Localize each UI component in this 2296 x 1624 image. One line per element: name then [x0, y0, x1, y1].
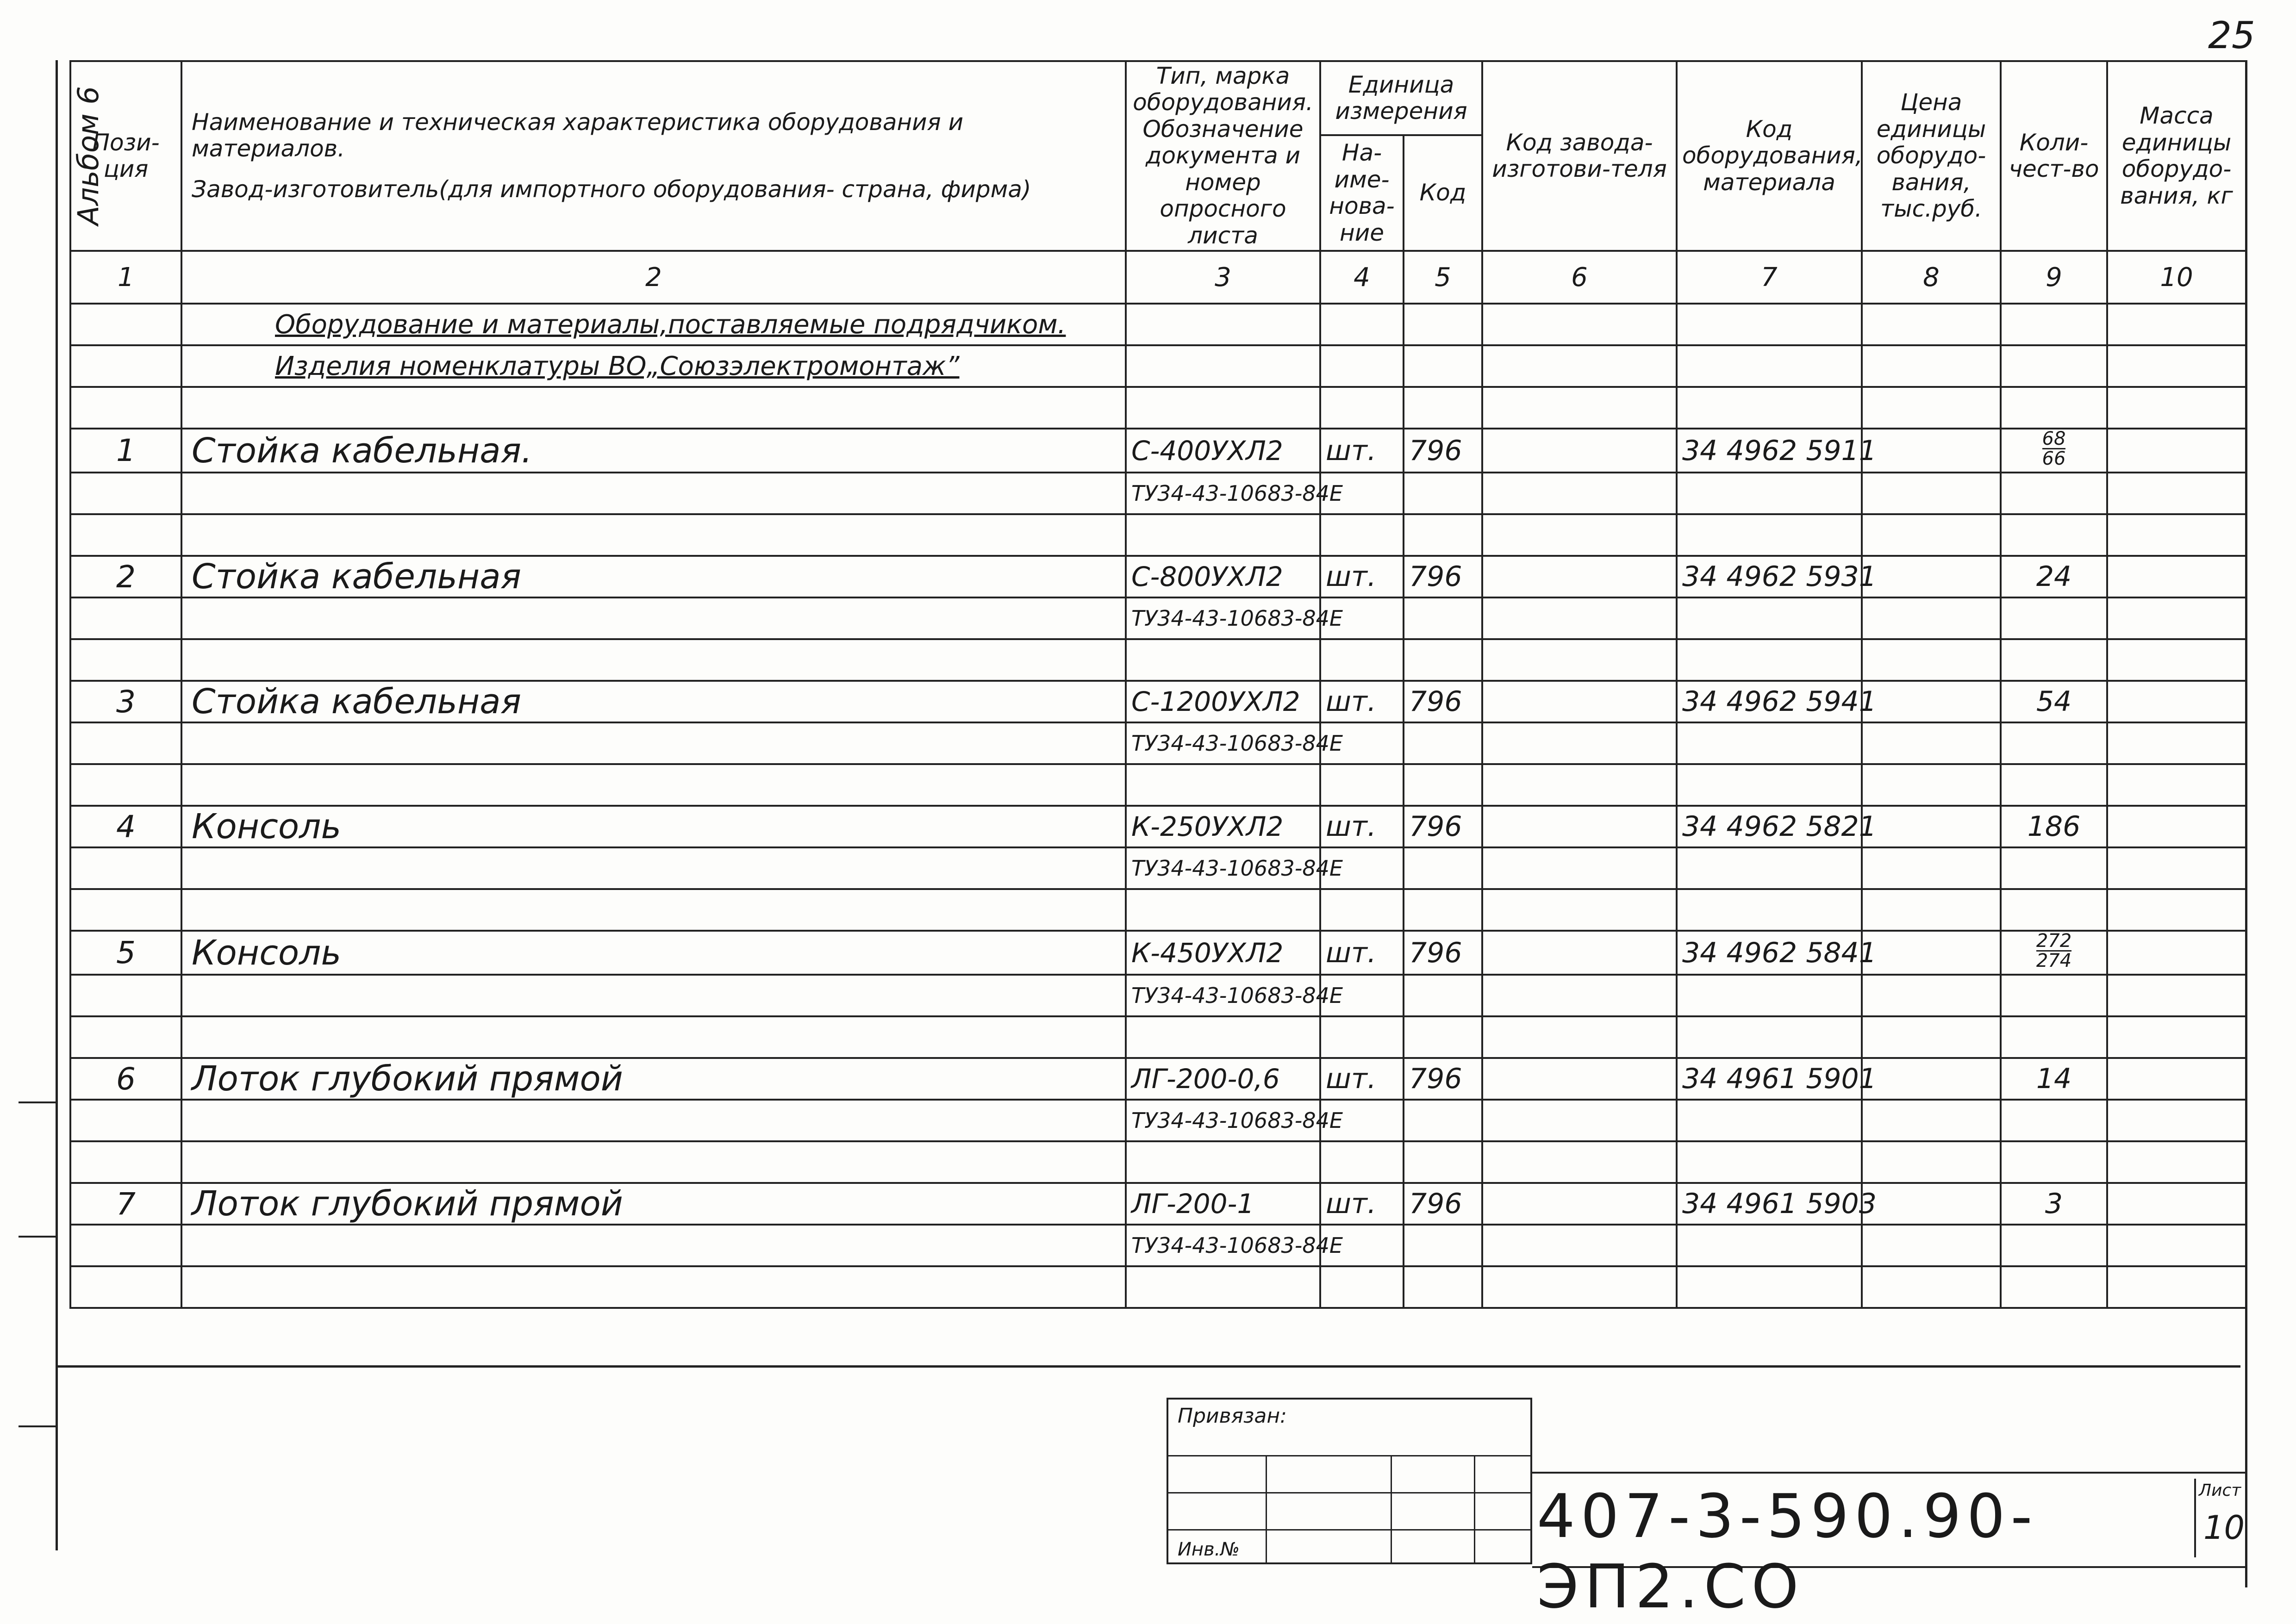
linked-label: Привязан: — [1178, 1404, 1287, 1428]
quantity-cell: 14 — [2001, 1058, 2107, 1100]
equipment-code-cell: 34 4962 5911 — [1677, 429, 1862, 473]
unit-name-cell: шт. — [1320, 429, 1404, 473]
column-number: 9 — [2001, 251, 2107, 304]
equipment-code-cell: 34 4962 5841 — [1677, 931, 1862, 975]
type-cell: С-400УХЛ2 — [1126, 429, 1320, 473]
table-row — [70, 639, 2246, 681]
column-number: 4 — [1320, 251, 1404, 304]
header-maker-code: Код завода-изготови-теля — [1482, 61, 1677, 251]
table-row — [70, 1141, 2246, 1183]
margin-tick — [19, 1425, 56, 1427]
frame-bottom-line — [56, 1365, 2240, 1368]
column-number-row — [70, 251, 2246, 304]
unit-code-cell: 796 — [1404, 1058, 1482, 1100]
price-cell — [1862, 429, 2001, 473]
header-unit-name: На-име-нова-ние — [1320, 135, 1404, 251]
doc-cell: ТУ34-43-10683-84Е — [1126, 1100, 1320, 1141]
table-row — [70, 1183, 2246, 1225]
doc-cell: ТУ34-43-10683-84Е — [1126, 1225, 1320, 1266]
quantity-cell: 186 — [2001, 806, 2107, 847]
header-quantity: Коли-чест-во — [2001, 61, 2107, 251]
unit-name-cell: шт. — [1320, 1183, 1404, 1225]
table-row — [70, 889, 2246, 931]
column-number: 8 — [1862, 251, 2001, 304]
margin-tick — [19, 1236, 56, 1238]
table-row — [70, 681, 2246, 722]
mass-cell — [2107, 556, 2246, 597]
mass-cell — [2107, 1183, 2246, 1225]
unit-code-cell: 796 — [1404, 681, 1482, 722]
unit-name-cell: шт. — [1320, 556, 1404, 597]
unit-code-cell: 796 — [1404, 931, 1482, 975]
mass-cell — [2107, 1058, 2246, 1100]
maker-code-cell — [1482, 681, 1677, 722]
type-cell: К-450УХЛ2 — [1126, 931, 1320, 975]
position-cell: 5 — [70, 931, 181, 975]
type-cell: ЛГ-200-1 — [1126, 1183, 1320, 1225]
table-row — [70, 1266, 2246, 1308]
unit-name-cell: шт. — [1320, 1058, 1404, 1100]
header-equipment-code: Код оборудования, материала — [1677, 61, 1862, 251]
position-cell: 7 — [70, 1183, 181, 1225]
column-number: 5 — [1404, 251, 1482, 304]
header-unit-code: Код — [1404, 135, 1482, 251]
table-row — [70, 764, 2246, 806]
equipment-code-cell: 34 4962 5931 — [1677, 556, 1862, 597]
section-title-line2: Изделия номенклатуры ВО„Союзэлектромонтаж” — [181, 345, 1126, 387]
price-cell — [1862, 1058, 2001, 1100]
document-number: 407-3-590.90-ЭП2.СО — [1537, 1481, 2038, 1622]
sheet-label: Лист — [2199, 1481, 2241, 1500]
price-cell — [1862, 556, 2001, 597]
table-row — [70, 1225, 2246, 1266]
doc-cell: ТУ34-43-10683-84Е — [1126, 847, 1320, 889]
name-cell: Консоль — [181, 806, 1126, 847]
unit-name-cell: шт. — [1320, 681, 1404, 722]
position-cell: 6 — [70, 1058, 181, 1100]
unit-code-cell: 796 — [1404, 556, 1482, 597]
table-row — [70, 514, 2246, 556]
maker-code-cell — [1482, 429, 1677, 473]
mass-cell — [2107, 931, 2246, 975]
table-row — [70, 931, 2246, 975]
name-cell: Лоток глубокий прямой — [181, 1183, 1126, 1225]
column-number: 2 — [181, 251, 1126, 304]
type-cell: С-1200УХЛ2 — [1126, 681, 1320, 722]
name-cell: Стойка кабельная — [181, 556, 1126, 597]
unit-name-cell: шт. — [1320, 931, 1404, 975]
mass-cell — [2107, 429, 2246, 473]
doc-cell: ТУ34-43-10683-84Е — [1126, 597, 1320, 639]
column-number: 6 — [1482, 251, 1677, 304]
section-title-line1: Оборудование и материалы,поставляемые подрядчиком. — [181, 304, 1126, 345]
price-cell — [1862, 931, 2001, 975]
maker-code-cell — [1482, 931, 1677, 975]
position-cell: 4 — [70, 806, 181, 847]
table-row — [70, 556, 2246, 597]
quantity-cell: 3 — [2001, 1183, 2107, 1225]
header-mass: Масса единицы оборудо-вания, кг — [2107, 61, 2246, 251]
table-row — [70, 975, 2246, 1016]
position-cell: 3 — [70, 681, 181, 722]
type-cell: С-800УХЛ2 — [1126, 556, 1320, 597]
sheet-number: 10 — [2203, 1509, 2245, 1547]
table-row — [70, 722, 2246, 764]
section-row — [70, 345, 2246, 387]
price-cell — [1862, 1183, 2001, 1225]
column-number: 10 — [2107, 251, 2246, 304]
table-row — [70, 1058, 2246, 1100]
doc-cell: ТУ34-43-10683-84Е — [1126, 975, 1320, 1016]
price-cell — [1862, 806, 2001, 847]
header-price: Цена единицы оборудо-вания, тыс.руб. — [1862, 61, 2001, 251]
unit-code-cell: 796 — [1404, 429, 1482, 473]
maker-code-cell — [1482, 556, 1677, 597]
quantity-cell: 54 — [2001, 681, 2107, 722]
binding-stamp — [1167, 1398, 1532, 1564]
unit-code-cell: 796 — [1404, 1183, 1482, 1225]
table-row — [70, 1100, 2246, 1141]
quantity-top: 68 — [2042, 428, 2066, 449]
position-cell: 2 — [70, 556, 181, 597]
table-row — [70, 806, 2246, 847]
doc-cell: ТУ34-43-10683-84Е — [1126, 722, 1320, 764]
quantity-fraction — [2036, 932, 2071, 970]
frame-left-border — [56, 60, 58, 1550]
name-cell: Стойка кабельная. — [181, 429, 1126, 473]
doc-cell: ТУ34-43-10683-84Е — [1126, 473, 1320, 514]
name-cell: Консоль — [181, 931, 1126, 975]
type-cell: ЛГ-200-0,6 — [1126, 1058, 1320, 1100]
section-row — [70, 304, 2246, 345]
mass-cell — [2107, 681, 2246, 722]
header-position: Пози-ция — [70, 61, 181, 251]
table-body — [70, 304, 2246, 1308]
maker-code-cell — [1482, 806, 1677, 847]
table-row — [70, 847, 2246, 889]
specification-table — [69, 60, 2247, 1309]
price-cell — [1862, 681, 2001, 722]
header-name-line2: Завод-изготовитель(для импортного оборудования- страна, фирма) — [192, 175, 1031, 203]
quantity-cell — [2001, 931, 2107, 975]
margin-tick — [19, 1101, 56, 1103]
maker-code-cell — [1482, 1183, 1677, 1225]
inventory-label: Инв.№ — [1178, 1539, 1240, 1560]
table-row — [70, 1016, 2246, 1058]
quantity-cell — [2001, 429, 2107, 473]
equipment-code-cell: 34 4961 5903 — [1677, 1183, 1862, 1225]
album-label: Альбом 6 — [71, 86, 105, 225]
column-number: 3 — [1126, 251, 1320, 304]
quantity-bottom: 274 — [2036, 950, 2072, 971]
table-row — [70, 429, 2246, 473]
header-name — [181, 61, 1126, 251]
type-cell: К-250УХЛ2 — [1126, 806, 1320, 847]
quantity-fraction — [2042, 429, 2066, 468]
column-number: 1 — [70, 251, 181, 304]
equipment-code-cell: 34 4961 5901 — [1677, 1058, 1862, 1100]
quantity-top: 272 — [2036, 930, 2072, 952]
name-cell: Лоток глубокий прямой — [181, 1058, 1126, 1100]
table-row — [70, 597, 2246, 639]
column-number: 7 — [1677, 251, 1862, 304]
header-unit-group: Единица измерения — [1320, 61, 1482, 135]
quantity-cell: 24 — [2001, 556, 2107, 597]
quantity-bottom: 66 — [2042, 448, 2066, 469]
name-cell: Стойка кабельная — [181, 681, 1126, 722]
header-type: Тип, марка оборудования. Обозначение документа и номер опросного листа — [1126, 61, 1320, 251]
table-row — [70, 473, 2246, 514]
unit-name-cell: шт. — [1320, 806, 1404, 847]
page-number: 25 — [2208, 14, 2255, 57]
equipment-code-cell: 34 4962 5821 — [1677, 806, 1862, 847]
unit-code-cell: 796 — [1404, 806, 1482, 847]
header-name-line1: Наименование и техническая характеристика оборудования и материалов. — [192, 108, 964, 162]
position-cell: 1 — [70, 429, 181, 473]
mass-cell — [2107, 806, 2246, 847]
maker-code-cell — [1482, 1058, 1677, 1100]
equipment-code-cell: 34 4962 5941 — [1677, 681, 1862, 722]
